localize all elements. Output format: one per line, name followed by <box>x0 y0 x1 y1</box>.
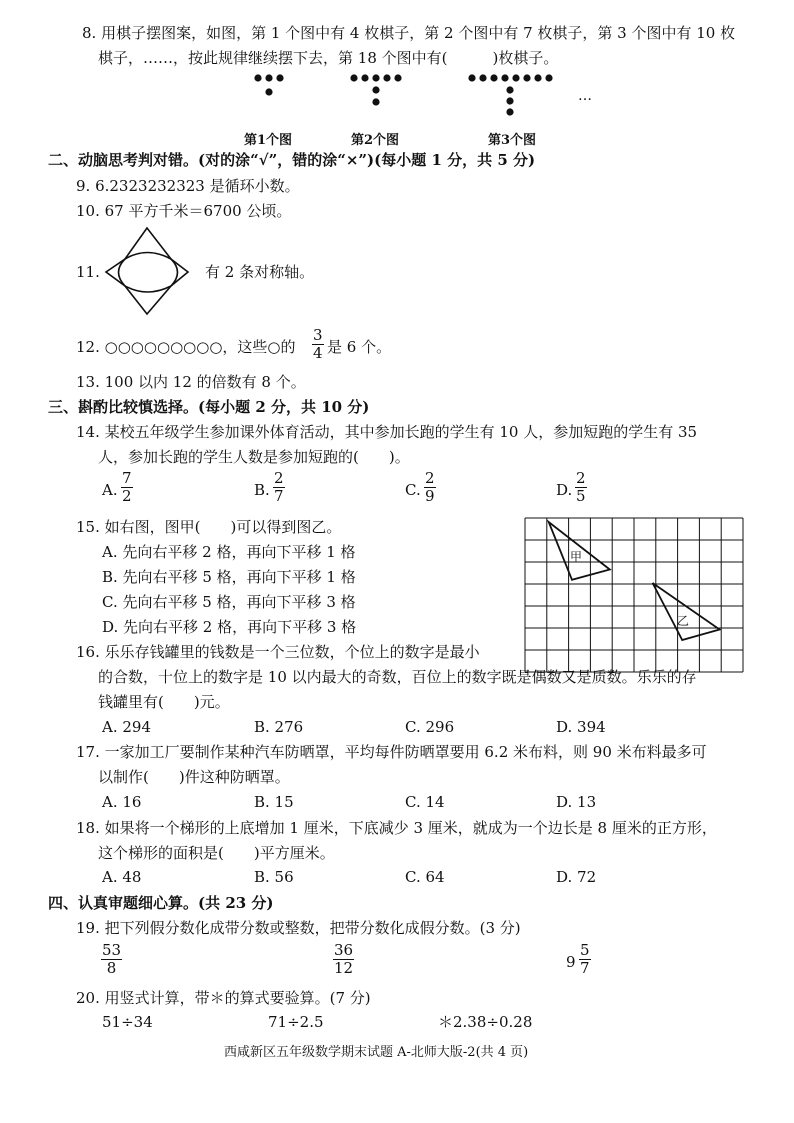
q15-option-b[interactable]: B. 先向右平移 5 格，再向下平移 1 格 <box>102 568 356 586</box>
q14-option-d-fraction[interactable] <box>575 470 587 505</box>
q9-text: 9. 6.2323232323 是循环小数。 <box>76 177 300 195</box>
q17-option-c[interactable]: C. 14 <box>405 793 445 811</box>
q16-line2: 的合数，十位上的数字是 10 以内最大的奇数，百位上的数字既是偶数又是质数。乐乐的存 <box>98 668 697 686</box>
label-yi: 乙 <box>677 614 690 628</box>
q11-number: 11. <box>76 263 100 281</box>
denominator: 2 <box>122 487 132 505</box>
q15-stem: 15. 如右图，图甲( )可以得到图乙。 <box>76 518 342 536</box>
section2-heading: 二、动脑思考判对错。(对的涂“√”，错的涂“×”)(每小题 1 分，共 5 分) <box>48 151 536 169</box>
q19-fraction-2 <box>333 942 354 977</box>
q18-option-b[interactable]: B. 56 <box>254 868 294 886</box>
q17-option-d[interactable]: D. 13 <box>556 793 597 811</box>
q14-option-b-fraction[interactable] <box>273 470 285 505</box>
q17-option-b[interactable]: B. 15 <box>254 793 294 811</box>
q15-option-a[interactable]: A. 先向右平移 2 格，再向下平移 1 格 <box>102 543 356 561</box>
label-jia: 甲 <box>570 550 583 564</box>
q8-caption-3: 第3个图 <box>488 133 537 148</box>
q18-option-a[interactable]: A. 48 <box>102 868 142 886</box>
q20-item-1: 51÷34 <box>102 1013 153 1031</box>
numerator: 5 <box>580 941 590 959</box>
q16-option-c[interactable]: C. 296 <box>405 718 455 736</box>
q14-option-b-label[interactable]: B. <box>254 481 270 499</box>
numerator: 2 <box>425 469 435 487</box>
q14-line1: 14. 某校五年级学生参加课外体育活动，其中参加长跑的学生有 10 人，参加短跑的学生有 35 <box>76 423 698 441</box>
q14-option-a-label[interactable]: A. <box>102 481 118 499</box>
q12-fraction <box>312 327 324 362</box>
q11-star-figure <box>104 226 214 316</box>
section3-heading: 三、斟酌比较慎选择。(每小题 2 分，共 10 分) <box>48 398 370 416</box>
page-footer: 西咸新区五年级数学期末试题 A-北师大版-2(共 4 页) <box>224 1045 529 1060</box>
q20-text: 20. 用竖式计算，带＊的算式要验算。(7 分) <box>76 989 371 1007</box>
q10-text: 10. 67 平方千米＝6700 公顷。 <box>76 202 292 220</box>
q11-text: 有 2 条对称轴。 <box>205 263 315 281</box>
q8-ellipsis: … <box>578 88 592 104</box>
denominator: 7 <box>274 487 284 505</box>
q8-caption-2: 第2个图 <box>351 133 400 148</box>
q18-line2: 这个梯形的面积是( )平方厘米。 <box>98 844 335 862</box>
q15-option-c[interactable]: C. 先向右平移 5 格，再向下平移 3 格 <box>102 593 356 611</box>
q14-option-d-label[interactable]: D. <box>556 481 573 499</box>
numerator: 53 <box>102 941 122 959</box>
q12-prefix: 12. ○○○○○○○○○，这些○的 <box>76 338 296 356</box>
denominator: 7 <box>580 959 590 977</box>
q17-option-a[interactable]: A. 16 <box>102 793 142 811</box>
numerator: 7 <box>122 469 132 487</box>
q8-line2: 棋子，……，按此规律继续摆下去，第 18 个图中有( )枚棋子。 <box>98 49 559 67</box>
denominator: 9 <box>425 487 435 505</box>
q8-figure-3 <box>466 72 566 127</box>
q18-option-c[interactable]: C. 64 <box>405 868 445 886</box>
denominator: 8 <box>106 959 117 977</box>
q19-fraction-3 <box>579 942 591 977</box>
q16-line1: 16. 乐乐存钱罐里的钱数是一个三位数，个位上的数字是最小 <box>76 643 480 661</box>
q20-item-2: 71÷2.5 <box>268 1013 324 1031</box>
section4-heading: 四、认真审题细心算。(共 23 分) <box>48 894 274 912</box>
q15-option-d[interactable]: D. 先向右平移 2 格，再向下平移 3 格 <box>102 618 357 636</box>
numerator: 36 <box>334 941 354 959</box>
q8-line1: 8. 用棋子摆图案，如图，第 1 个图中有 4 枚棋子，第 2 个图中有 7 枚棋子，第 3 个图中有 10 枚 <box>82 24 736 42</box>
q16-option-b[interactable]: B. 276 <box>254 718 304 736</box>
q8-figure-1 <box>252 72 312 112</box>
denominator: 5 <box>576 487 586 505</box>
shape-yi <box>653 583 720 640</box>
numerator: 2 <box>274 469 284 487</box>
q18-line1: 18. 如果将一个梯形的上底增加 1 厘米，下底减少 3 厘米，就成为一个边长是 8 厘米的正方形， <box>76 819 717 837</box>
q14-option-a-fraction[interactable] <box>121 470 133 505</box>
q16-option-a[interactable]: A. 294 <box>102 718 151 736</box>
q17-line1: 17. 一家加工厂要制作某种汽车防晒罩，平均每件防晒罩要用 6.2 米布料，则 90 米布料最多可 <box>76 743 707 761</box>
q19-mixed-whole: 9 <box>566 953 576 971</box>
q18-option-d[interactable]: D. 72 <box>556 868 597 886</box>
q8-caption-1: 第1个图 <box>244 133 293 148</box>
q8-figure-2 <box>348 72 428 117</box>
q14-option-c-fraction[interactable] <box>424 470 436 505</box>
q14-option-c-label[interactable]: C. <box>405 481 421 499</box>
q17-line2: 以制作( )件这种防晒罩。 <box>98 768 290 786</box>
q19-text: 19. 把下列假分数化成带分数或整数，把带分数化成假分数。(3 分) <box>76 919 521 937</box>
denominator: 12 <box>334 959 354 977</box>
q13-text: 13. 100 以内 12 的倍数有 8 个。 <box>76 373 306 391</box>
q20-item-3: ＊2.38÷0.28 <box>438 1013 533 1031</box>
q15-grid-figure <box>524 517 746 677</box>
numerator: 2 <box>576 469 586 487</box>
q16-line3: 钱罐里有( )元。 <box>98 693 230 711</box>
q19-fraction-1 <box>101 942 122 977</box>
q14-line2: 人，参加长跑的学生人数是参加短跑的( )。 <box>98 448 410 466</box>
q12-numerator: 3 <box>313 326 323 344</box>
q12-suffix: 是 6 个。 <box>327 338 392 356</box>
q12-denominator: 4 <box>313 344 323 362</box>
q16-option-d[interactable]: D. 394 <box>556 718 606 736</box>
